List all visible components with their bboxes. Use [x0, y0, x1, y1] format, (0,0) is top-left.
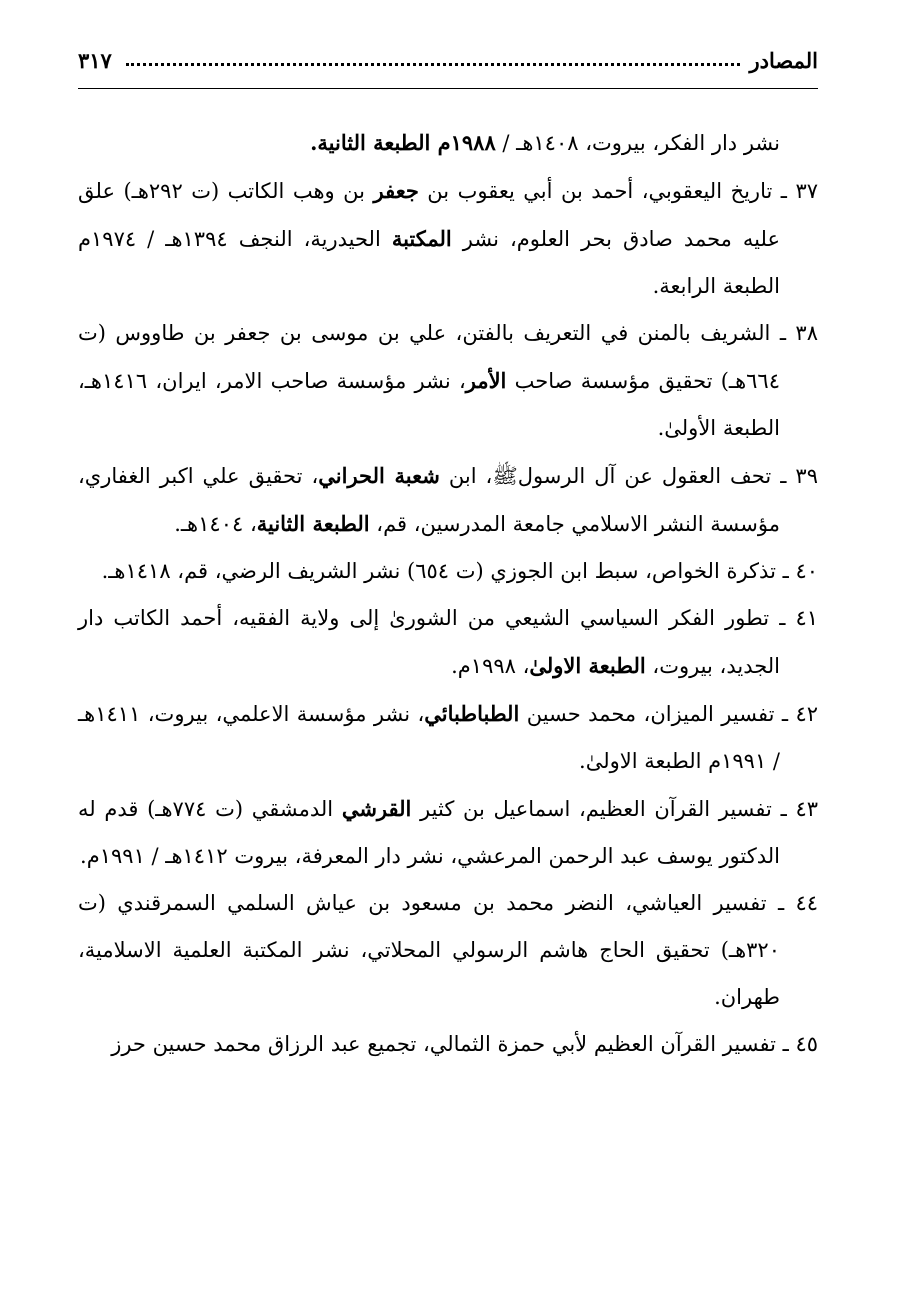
bibliography-list — [78, 119, 818, 1068]
entry-text: ، تحقيق علي اكبر الغفاري، مؤسسة النشر الاسلامي جامعة المدرسين، قم، — [78, 464, 780, 536]
bibliography-entry — [78, 167, 818, 310]
entry-text: تفسير العياشي، النضر محمد بن مسعود بن عياش السلمي السمرقندي (ت ٣٢٠هـ) تحقيق الحاج هاشم الرسولي المحلاتي، نشر المكتبة العلمية الاسلامية، طهران. — [78, 891, 780, 1009]
entry-text: الدمشقي (ت ٧٧٤هـ) قدم له الدكتور يوسف عبد الرحمن المرعشي، نشر دار المعرفة، بيروت ١٤١٢هـ / ١٩٩١م. — [78, 797, 780, 868]
entry-text: الطبعة الاولىٰ — [529, 653, 646, 678]
entry-text: تذكرة الخواص، سبط ابن الجوزي (ت ٦٥٤) نشر الشريف الرضي، قم، ١٤١٨هـ. — [101, 559, 776, 583]
bibliography-entry — [78, 595, 818, 690]
entry-text: القرشي — [341, 796, 412, 821]
entry-text: ١٩٨٨م الطبعة الثانية. — [310, 130, 496, 155]
bibliography-entry — [78, 880, 818, 1021]
entry-text: ، نشر مؤسسة صاحب الامر، ايران، ١٤١٦هـ، الطبعة الأولىٰ. — [78, 369, 780, 440]
entry-number: ٣٩ ـ — [771, 464, 818, 488]
bibliography-entry — [78, 452, 818, 548]
entry-text: تاريخ اليعقوبي، أحمد بن أبي يعقوب بن — [418, 179, 773, 203]
bibliography-entry — [78, 1021, 818, 1068]
entry-number: ٤٤ ـ — [766, 891, 818, 915]
entry-number: ٤١ ـ — [769, 606, 818, 630]
entry-number: ٤٥ ـ — [775, 1032, 818, 1056]
entry-text: شعبة الحراني — [318, 463, 440, 488]
bibliography-entry — [78, 310, 818, 452]
entry-number: ٣٨ ـ — [770, 321, 818, 345]
entry-number: ٤٢ ـ — [774, 702, 818, 726]
entry-text: ، ١٩٩٨م. — [451, 654, 530, 678]
entry-text: ، نشر مؤسسة الاعلمي، بيروت، ١٤١١هـ / ١٩٩١م الطبعة الاولىٰ. — [78, 702, 780, 773]
entry-text: تطور الفكر السياسي الشيعي من الشورىٰ إلى ولاية الفقيه، أحمد الكاتب دار الجديد، بيروت، — [78, 606, 780, 678]
header-rule — [78, 88, 818, 89]
entry-text: ، ١٤٠٤هـ. — [174, 512, 257, 536]
entry-number: ٤٠ ـ — [775, 559, 818, 583]
entry-number: ٤٣ ـ — [771, 797, 818, 821]
bibliography-entry — [78, 690, 818, 785]
dotted-leader — [126, 63, 740, 66]
entry-text: الطباطبائي — [424, 701, 520, 726]
entry-text: تفسير الميزان، محمد حسين — [519, 702, 775, 726]
entry-text: المكتبة — [391, 226, 452, 251]
entry-text: بن وهب الكاتب (ت ٢٩٢هـ) علق عليه محمد صادق بحر العلوم، نشر — [78, 179, 781, 251]
bibliography-entry — [78, 119, 818, 167]
book-page — [78, 42, 818, 1222]
entry-text: تفسير القرآن العظيم لأبي حمزة الثمالي، تجميع عبد الرزاق محمد حسين حرز — [111, 1032, 776, 1056]
entry-text: الحيدرية، النجف ١٣٩٤هـ / ١٩٧٤م الطبعة الرابعة. — [78, 227, 780, 298]
bibliography-entry — [78, 785, 818, 880]
entry-text: الأمر — [465, 368, 507, 393]
entry-text: تفسير القرآن العظيم، اسماعيل بن كثير — [411, 797, 772, 821]
entry-text: جعفر — [373, 178, 419, 203]
entry-text: الطبعة الثانية — [256, 511, 370, 536]
entry-text: الشريف بالمنن في التعريف بالفتن، علي بن موسى بن جعفر بن طاووس (ت ٦٦٤هـ) تحقيق مؤسسة صاحب — [78, 321, 780, 393]
entry-text: تحف العقول عن آل الرسولﷺ، ابن — [439, 464, 772, 488]
section-title: المصادر — [749, 47, 818, 73]
entry-text: نشر دار الفكر، بيروت، ١٤٠٨هـ / — [495, 131, 780, 155]
bibliography-entry — [78, 548, 818, 595]
page-number: ٣١٧ — [78, 47, 112, 73]
entry-number: ٣٧ ـ — [772, 179, 818, 203]
page-header — [78, 42, 818, 78]
